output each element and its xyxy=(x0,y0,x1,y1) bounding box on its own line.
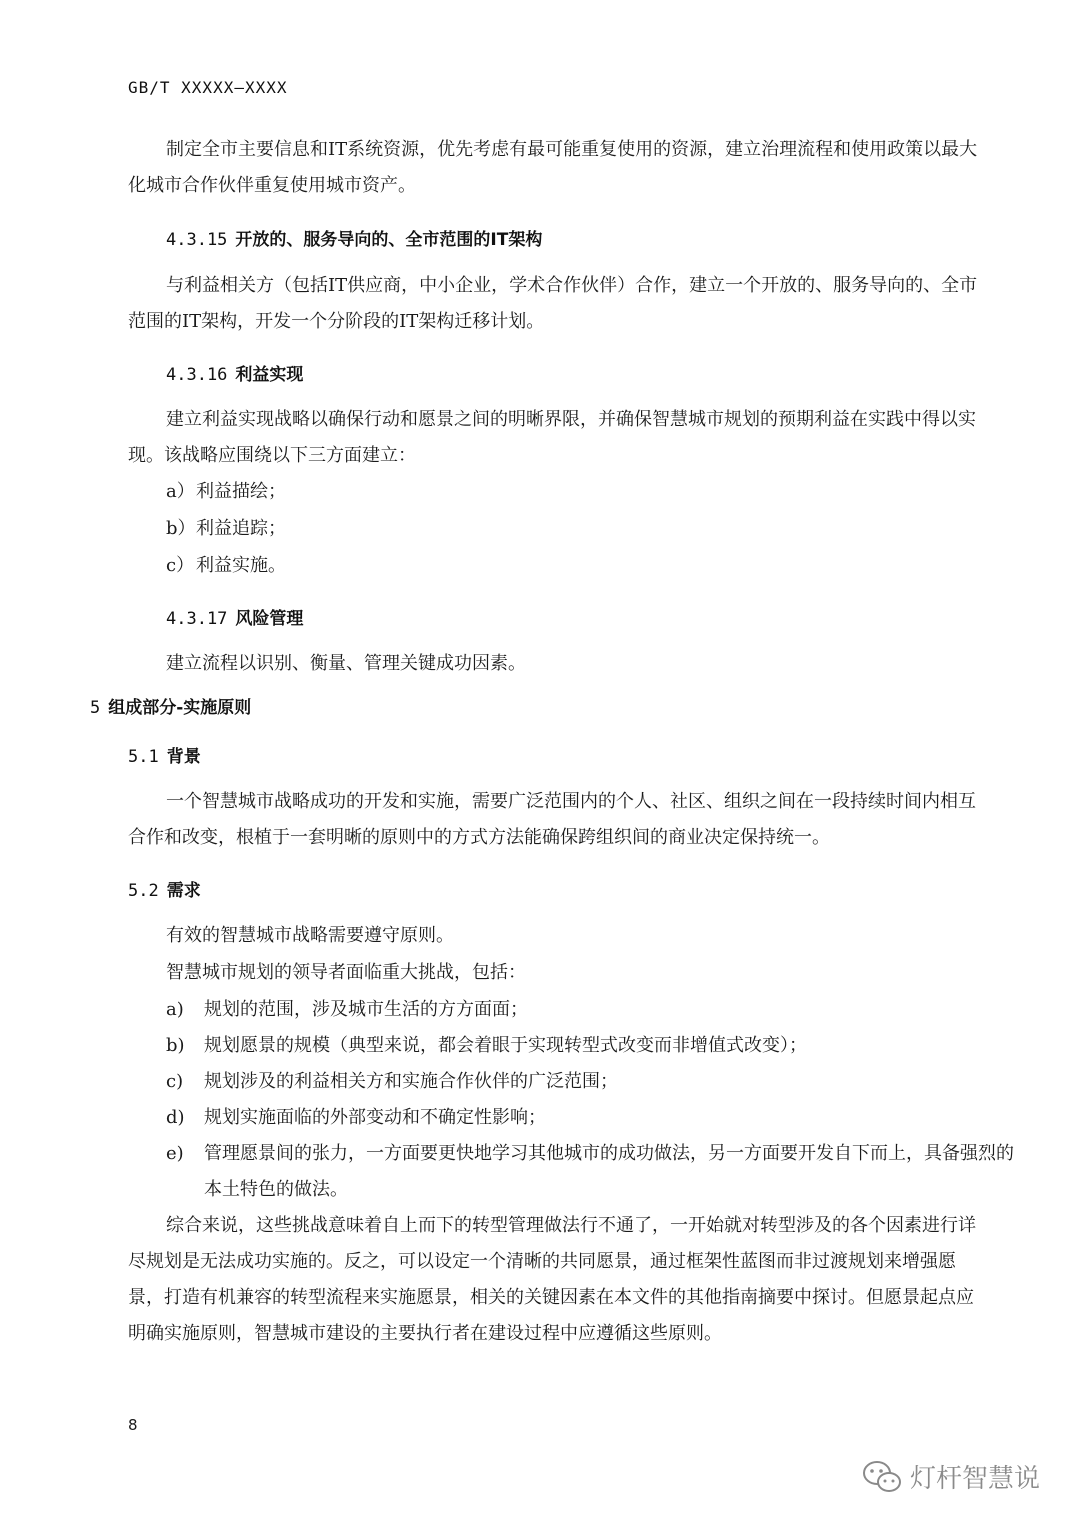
heading-4-3-17 xyxy=(166,604,303,629)
wechat-icon xyxy=(862,1460,902,1494)
heading-number: 4.3.16 xyxy=(166,365,228,385)
paragraph: 一个智慧城市战略成功的开发和实施，需要广泛范围内的个人、社区、组织之间在一段持续时间内相互合作和改变，根植于一套明晰的原则中的方式方法能确保跨组织间的商业决定保持统一。 xyxy=(128,791,976,848)
heading-title: 风险管理 xyxy=(235,609,304,629)
paragraph: 与利益相关方（包括IT供应商，中小企业，学术合作伙伴）合作，建立一个开放的、服务导向的、全市范围的IT架构，开发一个分阶段的IT架构迁移计划。 xyxy=(128,275,978,332)
list-item: d) 规划实施面临的外部变动和不确定性影响； xyxy=(166,1107,546,1128)
heading-5 xyxy=(90,693,251,718)
heading-title: 需求 xyxy=(166,881,201,901)
heading-number: 5.1 xyxy=(128,747,159,767)
paragraph: 制定全市主要信息和IT系统资源，优先考虑有最可能重复使用的资源，建立治理流程和使用政策以最大化城市合作伙伴重复使用城市资产。 xyxy=(128,139,978,196)
document-code: GB/T XXXXX—XXXX xyxy=(128,78,288,97)
list-item: c） 利益实施。 xyxy=(166,555,286,576)
heading-number: 4.3.15 xyxy=(166,230,228,250)
heading-number: 4.3.17 xyxy=(166,609,228,629)
heading-title: 利益实现 xyxy=(235,365,304,385)
heading-number: 5 xyxy=(90,698,101,718)
paragraph: 建立利益实现战略以确保行动和愿景之间的明晰界限，并确保智慧城市规划的预期利益在实践中得以实现。该战略应围绕以下三方面建立： xyxy=(128,409,976,466)
watermark-text: 灯杆智慧说 xyxy=(910,1464,1041,1494)
heading-5-2 xyxy=(128,876,201,901)
list-item: b）利益追踪； xyxy=(166,518,286,539)
paragraph: 智慧城市规划的领导者面临重大挑战，包括： xyxy=(166,962,526,983)
heading-number: 5.2 xyxy=(128,881,159,901)
paragraph: 建立流程以识别、衡量、管理关键成功因素。 xyxy=(166,653,526,674)
paragraph: 有效的智慧城市战略需要遵守原则。 xyxy=(166,925,454,946)
heading-5-1 xyxy=(128,742,201,767)
list-item: b) 规划愿景的规模（典型来说，都会着眼于实现转型式改变而非增值式改变）； xyxy=(166,1035,807,1056)
watermark xyxy=(862,1458,1040,1495)
heading-title: 组成部分-实施原则 xyxy=(108,698,252,718)
heading-title: 开放的、服务导向的、全市范围的IT架构 xyxy=(235,230,543,250)
page-number: 8 xyxy=(128,1416,138,1434)
heading-4-3-16 xyxy=(166,360,303,385)
paragraph: 综合来说，这些挑战意味着自上而下的转型管理做法行不通了，一开始就对转型涉及的各个因素进行详尽规划是无法成功实施的。反之，可以设定一个清晰的共同愿景，通过框架性蓝图而非过渡规划来增强愿景，打造有机兼容的转型流程来实施愿景，相关的关键因素在本文件的其他指南摘要中探讨。但愿景起点应明确实施原则，智慧城市建设的主要执行者在建设过程中应遵循这些原则。 xyxy=(128,1215,976,1344)
heading-4-3-15 xyxy=(166,225,542,250)
list-item: e) 管理愿景间的张力，一方面要更快地学习其他城市的成功做法，另一方面要开发自下而上，具备强烈的本土特色的做法。 xyxy=(166,1143,1014,1200)
list-item: a）利益描绘； xyxy=(166,481,286,502)
heading-title: 背景 xyxy=(166,747,201,767)
list-item: c) 规划涉及的利益相关方和实施合作伙伴的广泛范围； xyxy=(166,1071,618,1092)
list-item: a) 规划的范围，涉及城市生活的方方面面； xyxy=(166,999,528,1020)
